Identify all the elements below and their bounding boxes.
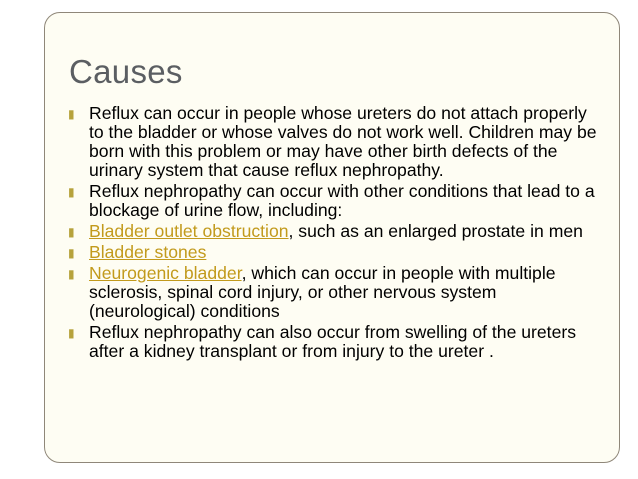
bullet-item-bladder-outlet-obstruction	[68, 222, 598, 241]
bullet-item-swelling-injury	[68, 323, 598, 361]
bullet-item-neurogenic-bladder	[68, 264, 598, 321]
bullet-marker-icon: ▮	[68, 225, 75, 239]
bullet-text: Reflux can occur in people whose ureters do not attach properly to the bladder or whose valves do not work well. Children may be born with this problem or may have other birth defects of the urinary system that cause reflux nephropathy.	[89, 103, 597, 180]
bullet-marker-icon: ▮	[68, 107, 75, 121]
bullet-marker-icon: ▮	[68, 267, 75, 281]
bullet-item-reflux-causes	[68, 104, 598, 180]
bullet-item-bladder-stones	[68, 243, 598, 262]
bullet-item-blockage-conditions	[68, 182, 598, 220]
bullet-text: , such as an enlarged prostate in men	[288, 221, 583, 241]
slide-title: Causes	[69, 53, 183, 90]
link-bladder-stones[interactable]: Bladder stones	[89, 242, 207, 262]
link-neurogenic-bladder[interactable]: Neurogenic bladder	[89, 263, 242, 283]
bullet-list	[68, 104, 598, 363]
link-bladder-outlet-obstruction[interactable]: Bladder outlet obstruction	[89, 221, 289, 241]
bullet-marker-icon: ▮	[68, 185, 75, 199]
bullet-marker-icon: ▮	[68, 326, 75, 340]
bullet-text: Reflux nephropathy can also occur from swelling of the ureters after a kidney transplant or from injury to the ureter .	[89, 322, 577, 361]
bullet-text: Reflux nephropathy can occur with other conditions that lead to a blockage of urine flow, including:	[89, 181, 595, 220]
bullet-text: , which can occur in people with multiple sclerosis, spinal cord injury, or other nervous system (neurological) conditions	[89, 263, 556, 321]
bullet-marker-icon: ▮	[68, 246, 75, 260]
